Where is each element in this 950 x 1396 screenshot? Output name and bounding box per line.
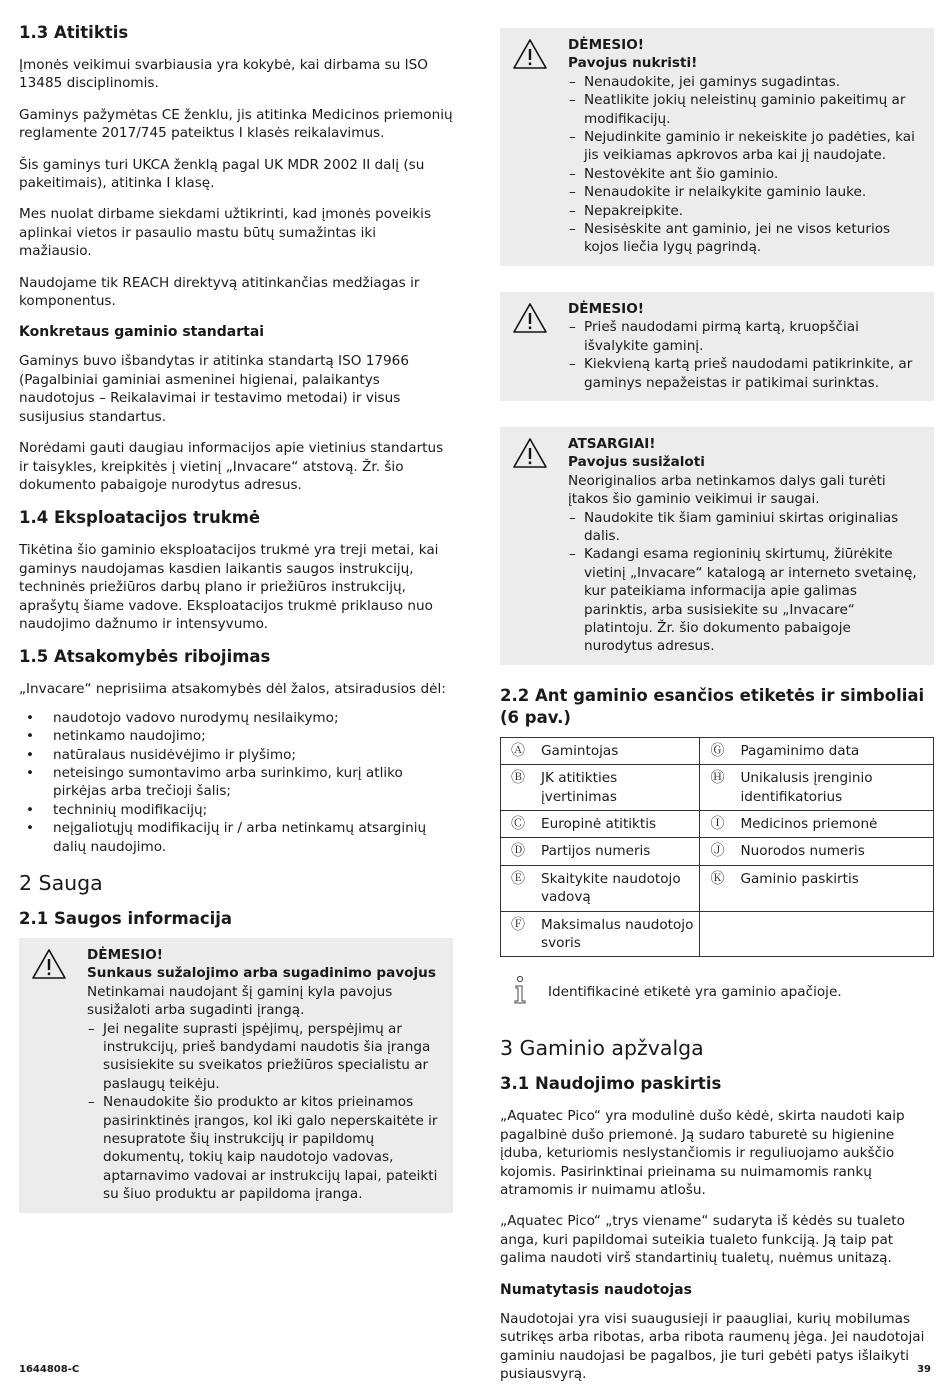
signal-word: DĖMESIO! — [568, 37, 644, 53]
section-1-4-heading: 1.4 Eksploatacijos trukmė — [19, 508, 261, 528]
paragraph: Mes nuolat dirbame siekdami užtikrinti, kad įmonės poveikis aplinkai vietos ir pasaulio mastu būtų sumažintas iki mažiausio. — [19, 206, 432, 260]
paragraph: Gaminys buvo išbandytas ir atitinka standartą ISO 17966 (Pagalbiniai gaminiai asmeninei higienai, palaikantys naudotojus – Reikalavimai ir testavimo metodai) ir visus susijusius standartus. — [19, 353, 409, 425]
list-item: – Prieš naudodami pirmą kartą, kruopščiai išvalykite gaminį. — [584, 318, 922, 355]
warning-subtitle: Pavojus susižaloti — [568, 454, 705, 471]
symbol-label: Gamintojas — [535, 737, 700, 764]
list-item: – Nejudinkite gaminio ir nekeiskite jo padėties, kai jis veikiamas apkrovos arba kai jį naudojate. — [584, 128, 922, 165]
warning-triangle-icon — [512, 437, 548, 469]
warning-box — [500, 28, 934, 266]
paragraph: Įmonės veikimui svarbiausia yra kokybė, kai dirbama su ISO 13485 disciplinomis. — [19, 57, 428, 92]
warning-list — [568, 509, 922, 656]
symbol-label: Maksimalus naudotojo svoris — [535, 911, 700, 957]
paragraph: Norėdami gauti daugiau informacijos apie vietinius standartus ir taisykles, kreipkitės į vietinį „Invacare“ atstovą. Žr. šio dokumento pabaigoje nurodytus adresus. — [19, 440, 444, 493]
standards-heading: Konkretaus gaminio standartai — [19, 324, 265, 341]
info-note-text: Identifikacinė etiketė yra gaminio apačioje. — [548, 984, 842, 1001]
symbol-row — [501, 765, 934, 811]
symbol-row — [501, 737, 934, 764]
symbols-table — [500, 737, 934, 958]
info-note — [500, 979, 934, 1009]
list-item: – Neatlikite jokių neleistinų gaminio pakeitimų ar modifikacijų. — [584, 91, 922, 128]
section-2-1-heading: 2.1 Saugos informacija — [19, 909, 233, 928]
symbol-code — [700, 911, 735, 957]
symbol-row — [501, 911, 934, 957]
warning-box — [19, 938, 453, 1213]
page-number: 39 — [917, 1364, 931, 1375]
warning-list — [87, 1020, 441, 1204]
symbol-label: Partijos numeris — [535, 838, 700, 865]
warning-subtitle: Sunkaus sužalojimo arba sugadinimo pavojus — [87, 965, 436, 982]
intended-user-heading: Numatytasis naudotojas — [500, 1281, 692, 1298]
symbol-code: Ⓕ — [501, 911, 536, 957]
symbol-label — [734, 911, 933, 957]
signal-word: DĖMESIO! — [568, 300, 644, 317]
liability-list — [19, 709, 453, 856]
list-item: • neįgaliotųjų modifikacijų ir / arba netinkamų atsarginių dalių naudojimo. — [53, 819, 453, 856]
warning-triangle-icon — [512, 302, 548, 334]
list-item: • natūralaus nusidėvėjimo ir plyšimo; — [53, 746, 453, 764]
list-item: – Nenaudokite ir nelaikykite gaminio lauke. — [584, 183, 922, 201]
symbol-code: Ⓑ — [501, 765, 536, 811]
section-2-2-heading: 2.2 Ant gaminio esančios etiketės ir simboliai (6 pav.) — [500, 685, 925, 727]
signal-word: ATSARGIAI! — [568, 435, 656, 452]
symbol-label: JK atitikties įvertinimas — [535, 765, 700, 811]
symbol-row — [501, 838, 934, 865]
paragraph: „Aquatec Pico“ „trys viename“ sudaryta iš kėdės su tualeto anga, kuri papildomai suteikia tualeto funkciją. Ją taip pat galima naudoti virš standartinių tualetų, nuėmus unitazą. — [500, 1213, 905, 1267]
warning-triangle-icon — [512, 38, 548, 70]
list-item: – Nenaudokite šio produkto ar kitos prieinamos pasirinktinės įrangos, kol iki galo neperskaitėte ir nesupratote šių instrukcijų ir papildomų dokumentų, tokių kaip naudotojo vadovas, aptarnavimo vadovai ar instrukcijų lapai, pateikti su šiuo produktu ar papildoma įranga. — [103, 1093, 441, 1203]
paragraph: Naudojame tik REACH direktyvą atitinkančias medžiagas ir komponentus. — [19, 274, 420, 310]
symbol-row — [501, 811, 934, 838]
symbol-label: Unikalusis įrenginio identifikatorius — [734, 765, 933, 811]
symbol-label: Nuorodos numeris — [734, 838, 933, 865]
symbol-label: Medicinos priemonė — [734, 811, 933, 838]
chapter-2-heading: 2 Sauga — [19, 871, 103, 895]
symbol-code: Ⓙ — [700, 838, 735, 865]
symbol-code: Ⓗ — [700, 765, 735, 811]
list-item: – Kadangi esama regioninių skirtumų, žiūrėkite vietinį „Invacare“ katalogą ar interneto svetainę, kur pateikiama informacija apie galimas parinktis, arba susisiekite su „Invacare“ platintoju. Žr. šio dokumento pabaigoje nurodytus adresus. — [584, 545, 922, 655]
info-icon — [510, 975, 530, 1005]
list-item: • naudotojo vadovo nurodymų nesilaikymo; — [53, 709, 453, 727]
list-item: – Nepakreipkite. — [584, 202, 922, 220]
symbol-row — [501, 865, 934, 911]
paragraph: Naudotojai yra visi suaugusieji ir paaugliai, kurių mobilumas sutrikęs arba ribotas, arba ribota raumenų jėga. Jei naudotojai gaminiu naudojasi be pagalbos, jie turi gebėti patys išlaikyti pusiausvyrą. — [500, 1310, 925, 1382]
symbol-code: Ⓒ — [501, 811, 536, 838]
symbol-code: Ⓐ — [501, 737, 536, 764]
warning-box — [500, 292, 934, 401]
warning-list — [568, 73, 922, 257]
list-item: • techninių modifikacijų; — [53, 801, 453, 819]
list-item: • netinkamo naudojimo; — [53, 727, 453, 745]
warning-text: Neoriginalios arba netinkamos dalys gali turėti įtakos šio gaminio veikimui ir saugai. — [568, 472, 886, 508]
symbol-label: Pagaminimo data — [734, 737, 933, 764]
list-item: – Nestovėkite ant šio gaminio. — [584, 165, 922, 183]
symbol-code: Ⓚ — [700, 865, 735, 911]
document-number: 1644808-C — [19, 1364, 80, 1375]
section-1-3-heading: 1.3 Atitiktis — [19, 23, 129, 42]
symbol-label: Europinė atitiktis — [535, 811, 700, 838]
symbol-code: Ⓔ — [501, 865, 536, 911]
paragraph: Šis gaminys turi UKCA ženklą pagal UK MDR 2002 II dalį (su pakeitimais), atitinka I klasę. — [19, 156, 425, 192]
symbol-code: Ⓓ — [501, 838, 536, 865]
paragraph: Gaminys pažymėtas CE ženklu, jis atitinka Medicinos priemonių reglamente 2017/745 pateiktus I klasės reikalavimus. — [19, 106, 453, 142]
symbol-label: Gaminio paskirtis — [734, 865, 933, 911]
paragraph: „Invacare“ neprisiima atsakomybės dėl žalos, atsiradusios dėl: — [19, 681, 446, 698]
list-item: – Nenaudokite, jei gaminys sugadintas. — [584, 73, 922, 91]
signal-word: DĖMESIO! — [87, 947, 163, 963]
left-column — [19, 22, 453, 1227]
list-item: • neteisingo sumontavimo arba surinkimo, kurį atliko pirkėjas arba trečioji šalis; — [53, 764, 453, 801]
symbol-code: Ⓘ — [700, 811, 735, 838]
warning-subtitle: Pavojus nukristi! — [568, 55, 698, 72]
list-item: – Naudokite tik šiam gaminiui skirtas originalias dalis. — [584, 509, 922, 546]
section-3-1-heading: 3.1 Naudojimo paskirtis — [500, 1074, 722, 1094]
list-item: – Nesisėskite ant gaminio, jei ne visos keturios kojos liečia lygų pagrindą. — [584, 220, 922, 257]
symbol-label: Skaitykite naudotojo vadovą — [535, 865, 700, 911]
symbol-code: Ⓖ — [700, 737, 735, 764]
section-1-5-heading: 1.5 Atsakomybės ribojimas — [19, 647, 271, 667]
paragraph: „Aquatec Pico“ yra modulinė dušo kėdė, skirta naudoti kaip pagalbinė dušo priemonė. Ją sudaro taburetė su higienine įduba, keturiomis neslystančiomis ir reguliuojamo aukščio kojomis. Pasirinktinai prieinama su nuimamomis rankų atramomis ir nuimamu atlošu. — [500, 1108, 905, 1199]
chapter-3-heading: 3 Gaminio apžvalga — [500, 1036, 704, 1061]
list-item: – Kiekvieną kartą prieš naudodami patikrinkite, ar gaminys nepažeistas ir patikimai surinktas. — [584, 355, 922, 392]
caution-box — [500, 427, 934, 665]
warning-triangle-icon — [31, 948, 67, 980]
warning-text: Netinkamai naudojant šį gaminį kyla pavojus susižaloti arba sugadinti įrangą. — [87, 983, 393, 1019]
list-item: – Jei negalite suprasti įspėjimų, perspėjimų ar instrukcijų, prieš bandydami naudotis šia įranga susisiekite su sveikatos priežiūros specialistu ar paslaugų teikėju. — [103, 1020, 441, 1094]
right-column — [500, 28, 934, 1396]
warning-list — [568, 318, 922, 392]
paragraph: Tikėtina šio gaminio eksploatacijos trukmė yra treji metai, kai gaminys naudojamas kasdien laikantis saugos instrukcijų, techninės priežiūros darbų plano ir priežiūros instrukcijų, aprašytų šiame vadove. Eksploatacijos trukmė priklauso nuo naudojimo dažnumo ir intensyvumo. — [19, 542, 439, 632]
